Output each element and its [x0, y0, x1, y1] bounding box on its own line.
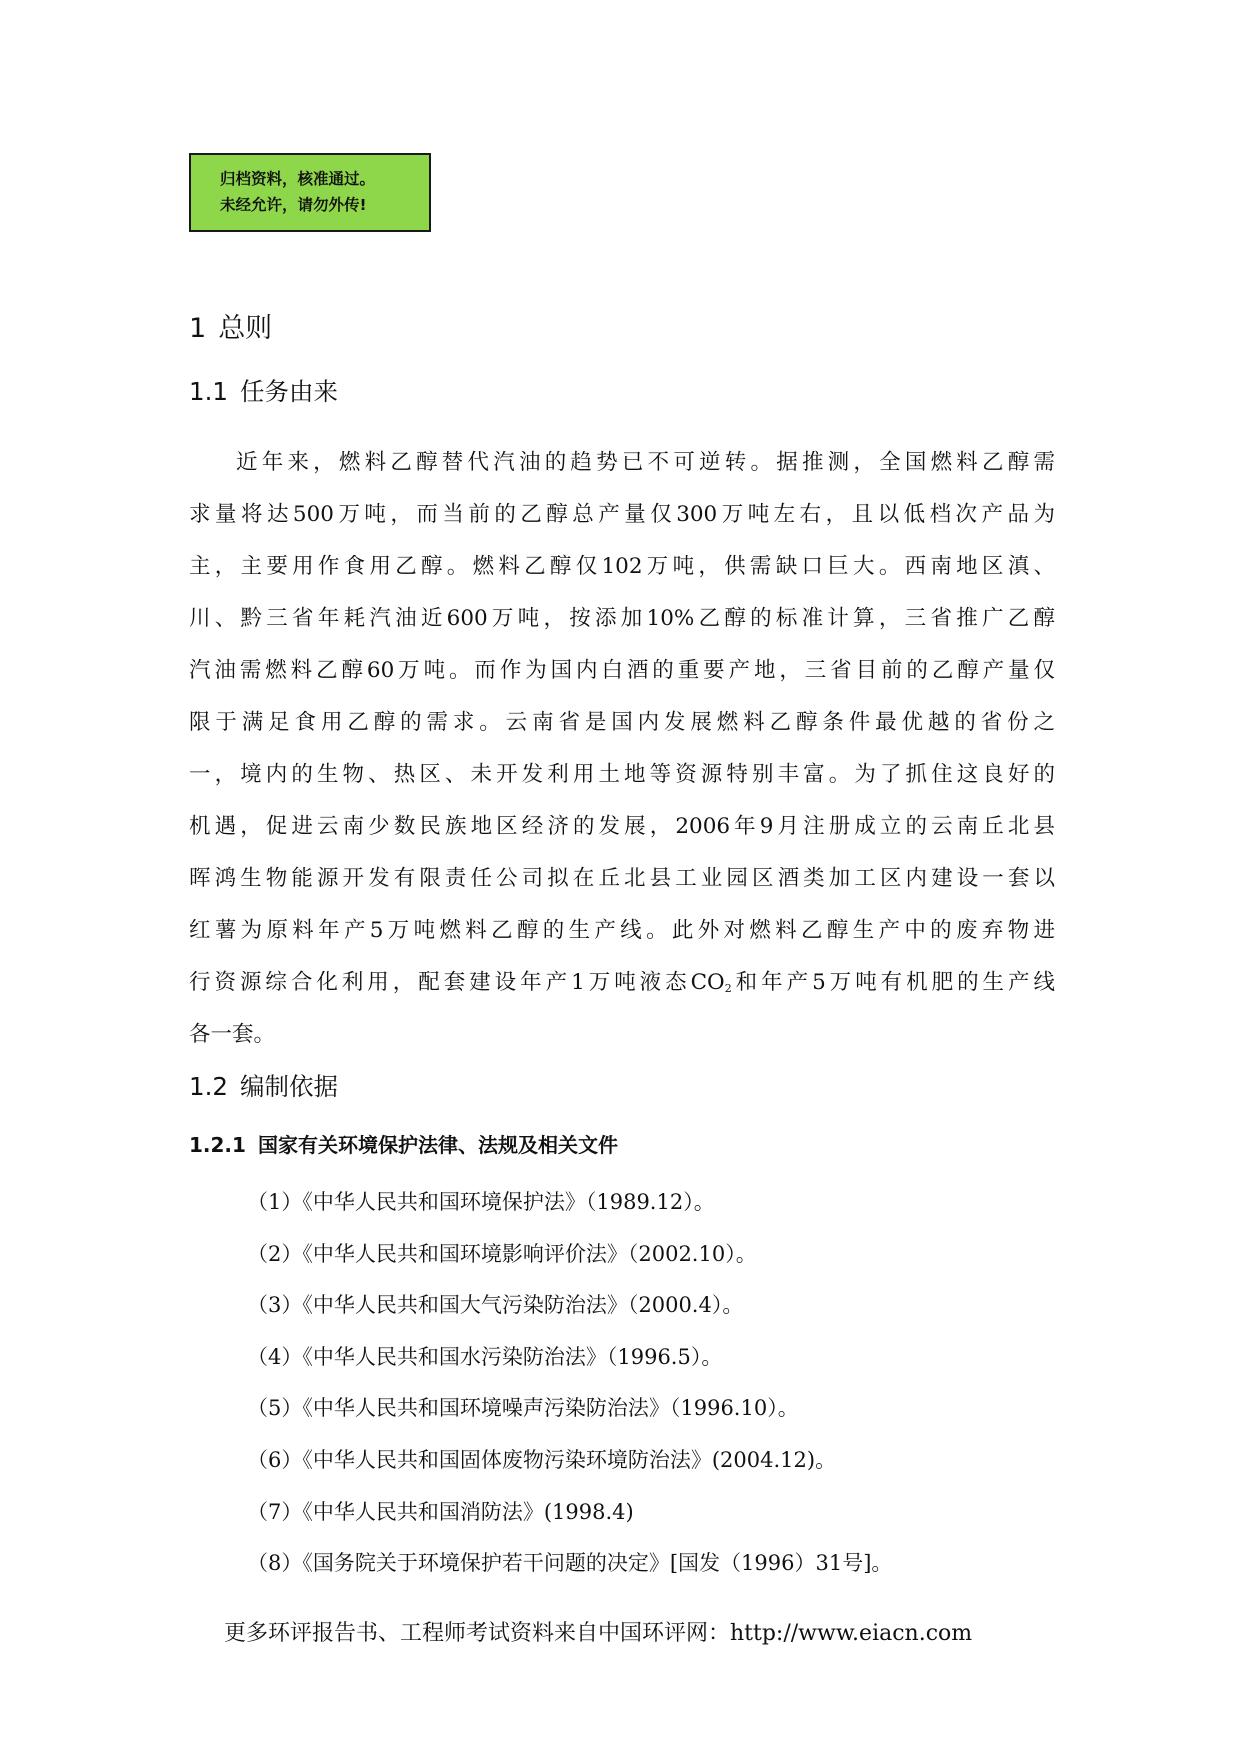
stamp-line-1: 归档资料，核准通过。: [220, 170, 376, 188]
section-title: 编制依据: [239, 1072, 338, 1101]
paragraph-line: 近年来，燃料乙醇替代汽油的趋势已不可逆转。据推测，全国燃料乙醇需: [236, 450, 1055, 475]
paragraph-line: 汽油需燃料乙醇60万吨。而作为国内白酒的重要产地，三省目前的乙醇产量仅: [189, 658, 1055, 683]
chapter-title: 总则: [218, 313, 273, 344]
paragraph-line: 各一套。: [189, 1022, 276, 1047]
paragraph-line: 机遇，促进云南少数民族地区经济的发展，2006年9月注册成立的云南丘北县: [189, 814, 1055, 839]
archive-stamp: [189, 153, 431, 232]
section-number: 1.2: [189, 1072, 228, 1101]
list-item: （3）《中华人民共和国大气污染防治法》（2000.4）。: [247, 1293, 744, 1318]
section-number: 1.1: [189, 377, 228, 406]
list-item: （7）《中华人民共和国消防法》(1998.4): [247, 1499, 634, 1524]
subsection-number: 1.2.1: [189, 1133, 246, 1157]
subsection-title: 国家有关环境保护法律、法规及相关文件: [257, 1133, 618, 1157]
regulation-list: [247, 1177, 892, 1590]
subsection-heading-1-2-1: [189, 1129, 618, 1158]
section-title: 任务由来: [239, 377, 338, 406]
list-item: （4）《中华人民共和国水污染防治法》（1996.5）。: [247, 1344, 723, 1369]
paragraph-line: 求量将达500万吨，而当前的乙醇总产量仅300万吨左右，且以低档次产品为: [189, 502, 1055, 527]
list-item: （1）《中华人民共和国环境保护法》（1989.12）。: [247, 1190, 715, 1214]
section-heading-1-2: [189, 1068, 338, 1103]
stamp-line-2: 未经允许，请勿外传!: [220, 196, 367, 214]
task-origin-paragraph: [189, 437, 1055, 1061]
line-text-after: 和年产5万吨有机肥的生产线: [731, 970, 1055, 995]
section-heading-1-1: [189, 373, 338, 408]
paragraph-line: 一，境内的生物、热区、未开发利用土地等资源特别丰富。为了抓住这良好的: [189, 762, 1055, 787]
paragraph-line: 晖鸿生物能源开发有限责任公司拟在丘北县工业园区酒类加工区内建设一套以: [189, 866, 1055, 891]
chapter-heading: [189, 306, 272, 345]
list-item: （6）《中华人民共和国固体废物污染环境防治法》(2004.12)。: [247, 1447, 837, 1472]
footer-note: 更多环评报告书、工程师考试资料来自中国环评网：http://www.eiacn.com: [224, 1621, 973, 1646]
list-item: （5）《中华人民共和国环境噪声污染防治法》（1996.10）。: [247, 1396, 799, 1421]
paragraph-line: 主，主要用作食用乙醇。燃料乙醇仅102万吨，供需缺口巨大。西南地区滇、: [189, 554, 1055, 579]
co2-subscript: 2: [724, 982, 732, 995]
paragraph-line: 限于满足食用乙醇的需求。云南省是国内发展燃料乙醇条件最优越的省份之: [189, 710, 1055, 735]
line-text-before: 行资源综合化利用，配套建设年产1万吨液态CO: [189, 970, 725, 995]
paragraph-line-co2: [189, 957, 1055, 1009]
chapter-number: 1: [189, 313, 207, 344]
list-item: （8）《国务院关于环境保护若干问题的决定》[国发（1996）31号]。: [247, 1551, 893, 1576]
list-item: （2）《中华人民共和国环境影响评价法》（2002.10）。: [247, 1241, 757, 1266]
paragraph-line: 川、黔三省年耗汽油近600万吨，按添加10%乙醇的标准计算，三省推广乙醇: [189, 606, 1055, 631]
paragraph-line: 红薯为原料年产5万吨燃料乙醇的生产线。此外对燃料乙醇生产中的废弃物进: [189, 918, 1055, 943]
